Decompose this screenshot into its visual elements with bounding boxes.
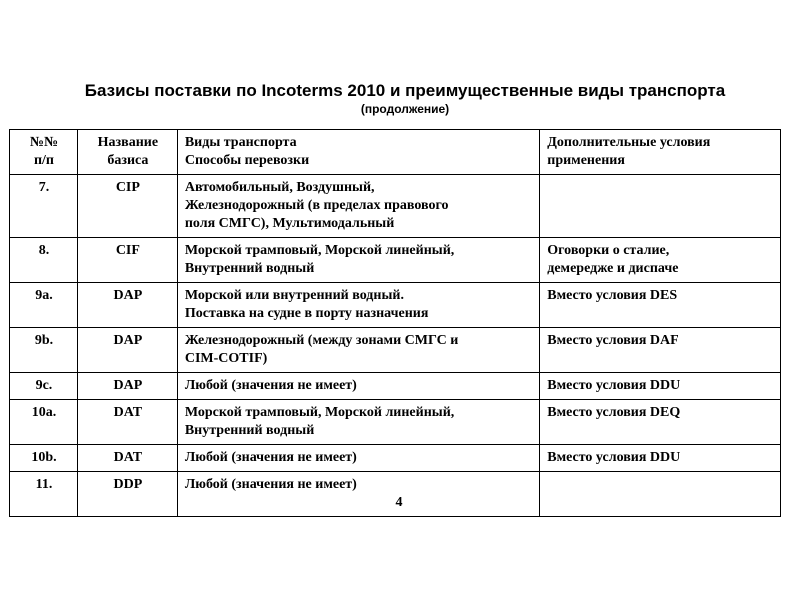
row-number: 11.	[35, 477, 53, 492]
table-row	[10, 373, 781, 400]
row-basis: DAT	[113, 405, 143, 420]
row-transport-line: Морской или внутренний водный.	[184, 288, 404, 303]
header-number	[10, 130, 78, 175]
incoterms-table	[9, 129, 781, 517]
row-transport-line: Поставка на судне в порту назначения	[184, 306, 429, 321]
row-transport-cell	[177, 445, 539, 472]
row-transport-cell	[177, 175, 539, 238]
row-conditions-cell	[540, 400, 781, 445]
row-conditions-cell	[540, 472, 781, 517]
row-transport-cell	[177, 238, 539, 283]
header-number-line: п/п	[33, 153, 54, 168]
row-transport-cell	[177, 328, 539, 373]
table-row	[10, 328, 781, 373]
page-number: 4	[395, 495, 403, 510]
row-basis: DAT	[113, 450, 143, 465]
header-conditions	[540, 130, 781, 175]
row-conditions-line: Оговорки о сталие,	[547, 243, 670, 258]
row-basis: DAP	[113, 378, 143, 393]
row-basis-cell	[77, 472, 177, 517]
row-basis: DDP	[113, 477, 143, 492]
header-basis-line: Название	[97, 135, 159, 150]
row-conditions-line: Вместо условия DEQ	[547, 405, 681, 420]
row-transport-line: Любой (значения не имеет)	[184, 378, 357, 393]
row-conditions-cell	[540, 328, 781, 373]
table-row	[10, 238, 781, 283]
row-transport-cell	[177, 400, 539, 445]
row-transport-line: Автомобильный, Воздушный,	[184, 180, 375, 195]
table-row	[10, 175, 781, 238]
row-basis: CIF	[115, 243, 140, 258]
row-number-cell	[10, 238, 78, 283]
incoterms-table-body	[10, 130, 781, 517]
row-conditions-line: Вместо условия DES	[547, 288, 678, 303]
header-conditions-line: Дополнительные условия	[547, 135, 711, 150]
row-conditions-line: Вместо условия DAF	[547, 333, 679, 348]
row-basis: DAP	[113, 333, 143, 348]
row-number-cell	[10, 445, 78, 472]
row-basis-cell	[77, 283, 177, 328]
row-basis: DAP	[113, 288, 143, 303]
row-conditions-cell	[540, 283, 781, 328]
row-conditions-line: демередже и диспаче	[547, 261, 679, 276]
row-basis-cell	[77, 175, 177, 238]
row-number-cell	[10, 283, 78, 328]
row-number-cell	[10, 400, 78, 445]
table-row	[10, 445, 781, 472]
table-header-row	[10, 130, 781, 175]
row-number-cell	[10, 472, 78, 517]
row-transport-cell	[177, 472, 539, 517]
row-basis-cell	[77, 373, 177, 400]
row-number: 10a.	[31, 405, 57, 420]
row-conditions-cell	[540, 175, 781, 238]
header-number-line: №№	[29, 135, 59, 150]
row-conditions-cell	[540, 373, 781, 400]
header-transport-line: Виды транспорта	[184, 135, 297, 150]
row-transport-line: Любой (значения не имеет)	[184, 450, 357, 465]
row-number: 10b.	[31, 450, 57, 465]
row-number-cell	[10, 373, 78, 400]
row-number-cell	[10, 328, 78, 373]
row-basis-cell	[77, 238, 177, 283]
row-basis-cell	[77, 445, 177, 472]
row-transport-line: Морской трамповый, Морской линейный,	[184, 243, 455, 258]
row-number: 7.	[38, 180, 50, 195]
header-transport	[177, 130, 539, 175]
row-number: 9a.	[35, 288, 53, 303]
row-basis-cell	[77, 328, 177, 373]
row-transport-cell	[177, 283, 539, 328]
page-subtitle: (продолжение)	[360, 102, 450, 116]
header-transport-line: Способы перевозки	[184, 153, 310, 168]
row-number-cell	[10, 175, 78, 238]
row-transport-line: CIM-COTIF)	[184, 351, 268, 366]
row-basis: CIP	[115, 180, 140, 195]
row-number: 8.	[38, 243, 50, 258]
row-transport-line: Любой (значения не имеет)	[184, 477, 357, 492]
header-conditions-line: применения	[547, 153, 625, 168]
row-transport-line: поля СМГС), Мультимодальный	[184, 216, 395, 231]
table-row	[10, 283, 781, 328]
table-row	[10, 472, 781, 517]
header-basis-line: базиса	[107, 153, 149, 168]
row-transport-line: Морской трамповый, Морской линейный,	[184, 405, 455, 420]
row-conditions-cell	[540, 238, 781, 283]
row-number: 9b.	[34, 333, 54, 348]
header-basis	[77, 130, 177, 175]
row-transport-cell	[177, 373, 539, 400]
row-conditions-line: Вместо условия DDU	[547, 378, 681, 393]
page-title: Базисы поставки по Incoterms 2010 и преимущественные виды транспорта	[84, 81, 726, 100]
row-transport-line: Железнодорожный (в пределах правового	[184, 198, 449, 213]
row-conditions-line: Вместо условия DDU	[547, 450, 681, 465]
row-transport-line: Внутренний водный	[184, 423, 315, 438]
row-basis-cell	[77, 400, 177, 445]
row-transport-line: Железнодорожный (между зонами СМГС и	[184, 333, 459, 348]
row-number: 9c.	[35, 378, 53, 393]
table-row	[10, 400, 781, 445]
row-conditions-cell	[540, 445, 781, 472]
row-transport-line: Внутренний водный	[184, 261, 315, 276]
